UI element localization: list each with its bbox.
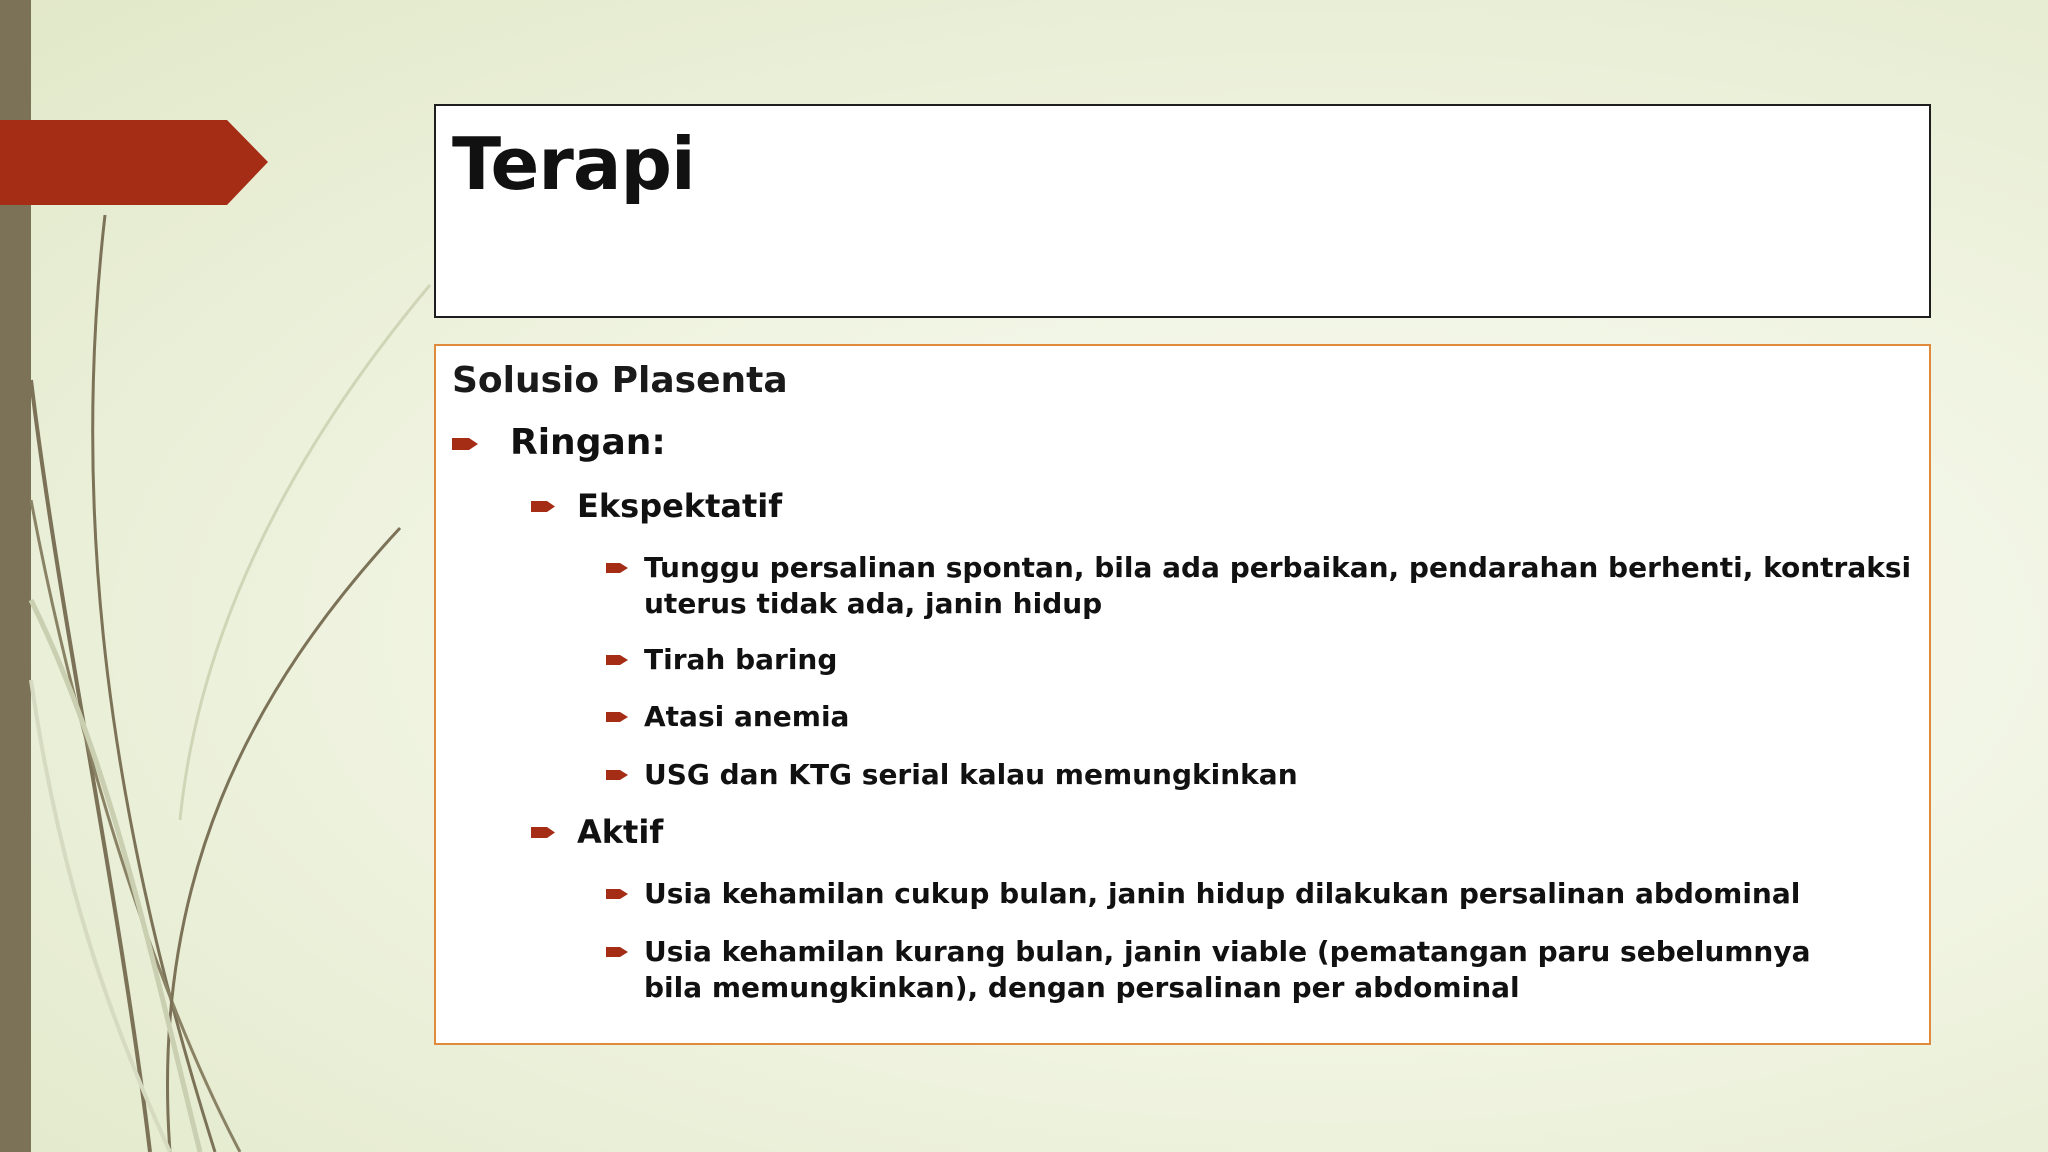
- list-item-level2: [577, 811, 663, 853]
- list-item-label: Ringan:: [510, 422, 666, 463]
- list-item-level3: [644, 699, 1914, 735]
- list-item-level2: [577, 485, 782, 527]
- content-placeholder[interactable]: [434, 344, 1931, 1045]
- list-item-label: Ekspektatif: [577, 487, 783, 525]
- list-item-text: Tunggu persalinan spontan, bila ada perbaikan, pendarahan berhenti, kontraksi uterus tidak ada, janin hidup: [644, 551, 1912, 620]
- list-item-level3: [644, 550, 1914, 622]
- slide-title: Terapi: [452, 122, 695, 206]
- list-item-label: Aktif: [577, 813, 664, 851]
- list-item-level3: [644, 876, 1914, 912]
- list-item-level1: [510, 420, 666, 466]
- list-item-text: Tirah baring: [644, 643, 838, 676]
- list-item-text: Usia kehamilan cukup bulan, janin hidup dilakukan persalinan abdominal: [644, 877, 1801, 910]
- list-item-text: USG dan KTG serial kalau memungkinkan: [644, 758, 1298, 791]
- list-item-text: Atasi anemia: [644, 700, 850, 733]
- arrow-tab-shape: [0, 120, 268, 205]
- list-item-level3: [644, 757, 1914, 793]
- title-placeholder[interactable]: [434, 104, 1931, 318]
- list-item-level3: [644, 934, 1844, 1006]
- list-item-text: Usia kehamilan kurang bulan, janin viable (pematangan paru sebelumnya bila memungkinkan), dengan persalinan per abdominal: [644, 935, 1811, 1004]
- content-subtitle: Solusio Plasenta: [452, 360, 788, 401]
- list-item-level3: [644, 642, 1914, 678]
